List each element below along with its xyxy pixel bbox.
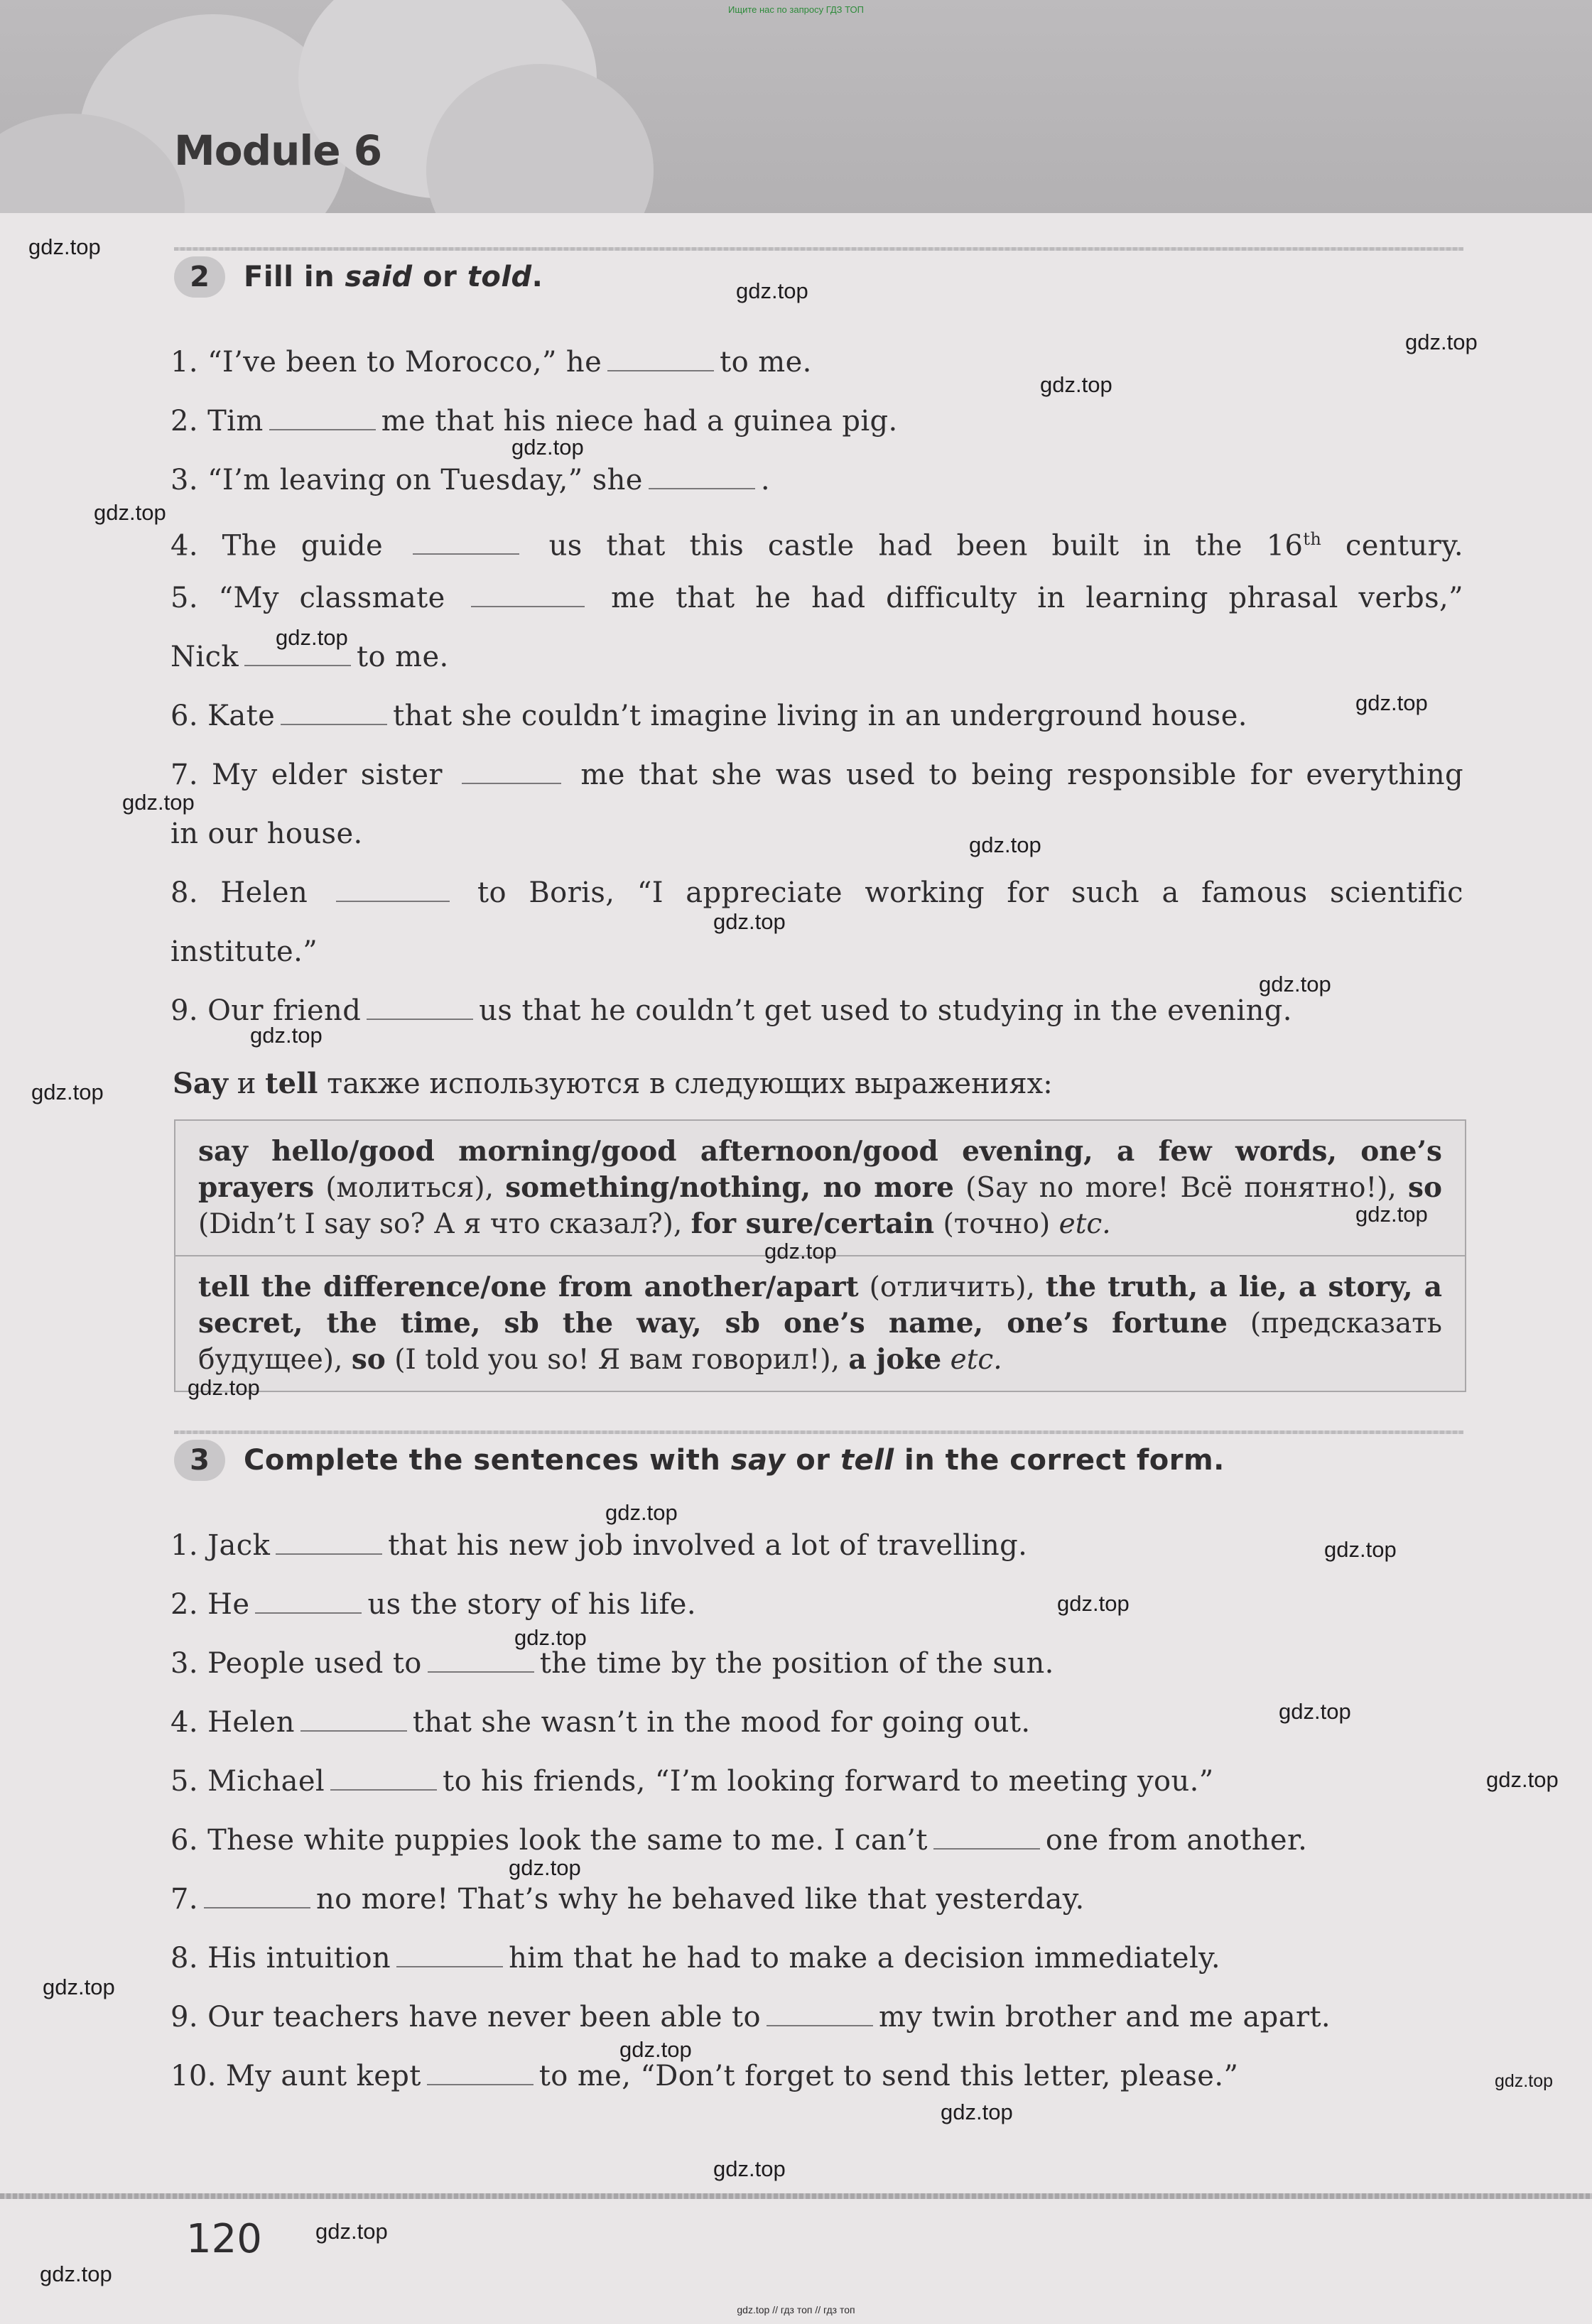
- watermark: gdz.top: [605, 1500, 678, 1525]
- tell-expressions: tell the difference/one from another/apart (отличить), the truth, a lie, a story, a secret, the time, sb the way, sb one’s name, one’s fortune (предсказать будущее), so (I told you so! Я вам говорил!), a joke etc.: [175, 1255, 1465, 1391]
- answer-blank[interactable]: [427, 2084, 534, 2085]
- exercise-3-item-6: 6. These white puppies look the same to me. I can’t one from another.: [170, 1824, 1308, 1857]
- watermark: gdz.top: [40, 2261, 112, 2286]
- watermark: gdz.top: [1355, 1202, 1428, 1227]
- section-rule: [174, 247, 1463, 251]
- answer-blank[interactable]: [300, 1730, 407, 1732]
- watermark: gdz.top: [122, 790, 195, 815]
- exercise-2-item-3: 3. “I’m leaving on Tuesday,” she .: [170, 464, 770, 496]
- answer-blank[interactable]: [204, 1907, 310, 1908]
- exercise-2-item-4: 4. The guide us that this castle had been built in the 16th century.: [170, 529, 1463, 563]
- exercise-3-item-8: 8. His intuition him that he had to make a decision immediately.: [170, 1942, 1220, 1975]
- module-title: Module 6: [174, 126, 382, 175]
- exercise-3-title: Complete the sentences with say or tell in the correct form.: [244, 1444, 1225, 1477]
- exercise-3-item-2: 2. He us the story of his life.: [170, 1588, 696, 1621]
- answer-blank[interactable]: [396, 1966, 503, 1967]
- answer-blank[interactable]: [269, 429, 376, 430]
- watermark: gdz.top: [713, 2156, 786, 2181]
- watermark: gdz.top: [315, 2219, 388, 2244]
- answer-blank[interactable]: [471, 606, 585, 607]
- answer-blank[interactable]: [244, 665, 351, 666]
- watermark: gdz.top: [511, 435, 584, 460]
- answer-blank[interactable]: [276, 1553, 382, 1555]
- exercise-3-item-7: 7. no more! That’s why he behaved like that yesterday.: [170, 1883, 1085, 1916]
- answer-blank[interactable]: [933, 1848, 1040, 1850]
- watermark: gdz.top: [764, 1239, 837, 1264]
- watermark: gdz.top: [736, 278, 808, 303]
- answer-blank[interactable]: [607, 370, 714, 371]
- watermark: gdz.top: [1279, 1699, 1351, 1724]
- watermark: gdz.top: [31, 1080, 104, 1104]
- exercise-3-item-4: 4. Helen that she wasn’t in the mood for going out.: [170, 1706, 1031, 1739]
- watermark: gdz.top: [1495, 2071, 1554, 2091]
- exercise-2-item-1: 1. “I’ve been to Morocco,” he to me.: [170, 346, 812, 379]
- exercise-2-title: Fill in said or told.: [244, 261, 543, 293]
- exercise-2-heading: [174, 254, 543, 300]
- exercise-number-badge: 2: [174, 256, 225, 298]
- answer-blank[interactable]: [428, 1671, 534, 1673]
- watermark: gdz.top: [28, 234, 101, 259]
- watermark: gdz.top: [188, 1375, 260, 1400]
- watermark: gdz.top: [619, 2037, 692, 2062]
- watermark: gdz.top: [43, 1975, 115, 1999]
- exercise-2-item-2: 2. Tim me that his niece had a guinea pig.: [170, 405, 898, 438]
- exercise-2-item-5-cont: Nick to me.: [170, 641, 449, 673]
- watermark: gdz.top: [1405, 330, 1478, 354]
- answer-blank[interactable]: [767, 2025, 873, 2026]
- exercise-3-item-1: 1. Jack that his new job involved a lot of travelling.: [170, 1529, 1028, 1562]
- watermark: gdz.top: [969, 832, 1041, 857]
- footer-rule: [0, 2193, 1592, 2199]
- answer-blank[interactable]: [413, 553, 519, 555]
- answer-blank[interactable]: [330, 1789, 437, 1791]
- exercise-number-badge: 3: [174, 1440, 225, 1481]
- header-band: [0, 0, 1592, 213]
- watermark: gdz.top: [1259, 972, 1331, 997]
- page-number: 120: [186, 2216, 262, 2262]
- answer-blank[interactable]: [462, 783, 561, 784]
- watermark: gdz.top: [1355, 690, 1428, 715]
- exercise-2-item-7: 7. My elder sister me that she was used to being responsible for everything: [170, 759, 1463, 791]
- watermark: gdz.top: [941, 2100, 1013, 2124]
- watermark: gdz.top: [1486, 1767, 1559, 1792]
- exercise-2-item-5: 5. “My classmate me that he had difficulty in learning phrasal verbs,”: [170, 582, 1463, 614]
- exercise-2-item-7-cont: in our house.: [170, 818, 363, 850]
- exercise-3-item-9: 9. Our teachers have never been able to my twin brother and me apart.: [170, 2001, 1331, 2034]
- exercise-3-item-5: 5. Michael to his friends, “I’m looking forward to meeting you.”: [170, 1765, 1214, 1798]
- exercise-3-item-10: 10. My aunt kept to me, “Don’t forget to send this letter, please.”: [170, 2060, 1239, 2092]
- answer-blank[interactable]: [281, 724, 387, 725]
- say-expressions: say hello/good morning/good afternoon/good evening, a few words, one’s prayers (молиться), something/nothing, no more (Say no more! Всё понятно!), so (Didn’t I say so? А я что сказал?), for sure/certain (точно) etc.: [198, 1135, 1442, 1240]
- watermark: gdz.top: [94, 500, 166, 525]
- watermark: gdz.top: [1057, 1591, 1130, 1616]
- answer-blank[interactable]: [336, 901, 450, 902]
- exercise-2-item-8-cont: institute.”: [170, 935, 318, 968]
- exercise-3-item-3: 3. People used to the time by the position of the sun.: [170, 1647, 1054, 1680]
- watermark: gdz.top: [1040, 372, 1112, 397]
- watermark: gdz.top: [1324, 1537, 1397, 1562]
- watermark: gdz.top: [250, 1023, 323, 1048]
- answer-blank[interactable]: [255, 1612, 362, 1614]
- expressions-intro: Say и tell также используются в следующих выражениях:: [173, 1067, 1053, 1100]
- watermark: gdz.top: [713, 909, 786, 934]
- exercise-2-item-9: 9. Our friend us that he couldn’t get used to studying in the evening.: [170, 994, 1292, 1027]
- exercise-2-item-8: 8. Helen to Boris, “I appreciate working for such a famous scientific: [170, 876, 1463, 909]
- exercise-3-heading: [174, 1438, 1225, 1483]
- section-rule: [174, 1430, 1463, 1434]
- answer-blank[interactable]: [649, 488, 755, 489]
- exercise-2-item-6: 6. Kate that she couldn’t imagine living in an underground house.: [170, 700, 1247, 732]
- watermark: gdz.top: [509, 1855, 581, 1880]
- watermark: gdz.top: [514, 1625, 587, 1650]
- bottom-note: gdz.top // гдз топ // гдз топ: [737, 2304, 855, 2315]
- watermark: gdz.top: [276, 625, 348, 650]
- top-search-note: Ищите нас по запросу ГДЗ ТОП: [728, 4, 864, 15]
- answer-blank[interactable]: [367, 1019, 473, 1020]
